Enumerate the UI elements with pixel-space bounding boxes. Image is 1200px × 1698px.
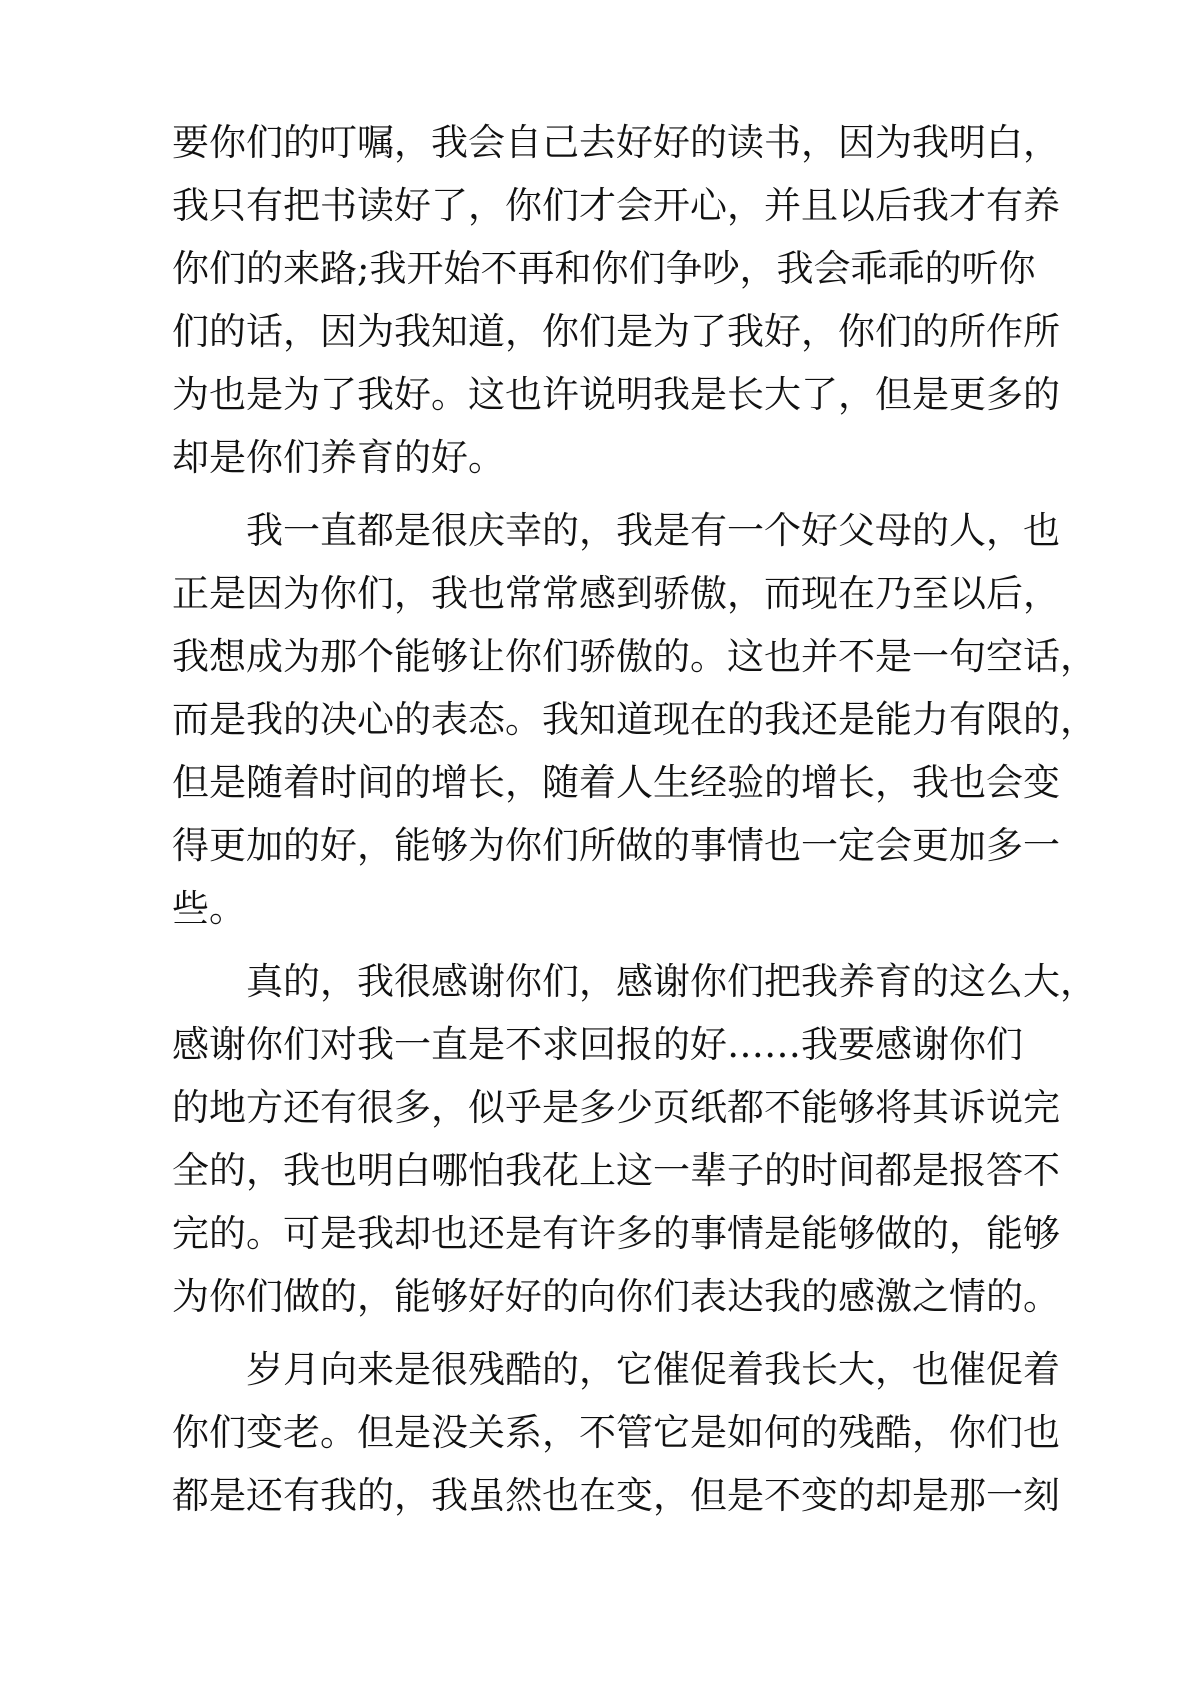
text-line: 你们变老。但是没关系，不管它是如何的残酷，你们也: [172, 1411, 1060, 1454]
paragraph-gap: [172, 940, 1052, 950]
text-line: 正是因为你们，我也常常感到骄傲，而现在乃至以后，: [172, 572, 1060, 615]
text-line: 我只有把书读好了，你们才会开心，并且以后我才有养: [172, 184, 1060, 227]
text-line: 全的，我也明白哪怕我花上这一辈子的时间都是报答不: [172, 1149, 1060, 1192]
text-line: 岁月向来是很残酷的，它催促着我长大，也催促着: [172, 1348, 1060, 1391]
paragraph-gap: [172, 489, 1052, 499]
text-line: 感谢你们对我一直是不求回报的好……我要感谢你们: [172, 1023, 1023, 1066]
text-line: 我想成为那个能够让你们骄傲的。这也并不是一句空话，: [172, 635, 1097, 678]
text-line: 而是我的决心的表态。我知道现在的我还是能力有限的，: [172, 698, 1097, 741]
text-line: 要你们的叮嘱，我会自己去好好的读书，因为我明白，: [172, 121, 1060, 164]
text-line: 的地方还有很多，似乎是多少页纸都不能够将其诉说完: [172, 1086, 1060, 1129]
text-line: 们的话，因为我知道，你们是为了我好，你们的所作所: [172, 310, 1060, 353]
text-line: 但是随着时间的增长，随着人生经验的增长，我也会变: [172, 761, 1060, 804]
text-line: 你们的来路;我开始不再和你们争吵，我会乖乖的听你: [172, 247, 1036, 290]
text-line: 完的。可是我却也还是有许多的事情是能够做的，能够: [172, 1212, 1060, 1255]
text-line: 却是你们养育的好。: [172, 436, 505, 479]
text-line: 为也是为了我好。这也许说明我是长大了，但是更多的: [172, 373, 1060, 416]
text-line: 些。: [172, 887, 246, 930]
text-line: 得更加的好，能够为你们所做的事情也一定会更加多一: [172, 824, 1060, 867]
body-text: [172, 111, 1097, 1527]
text-line: 真的，我很感谢你们，感谢你们把我养育的这么大，: [172, 960, 1097, 1003]
text-line: 我一直都是很庆幸的，我是有一个好父母的人，也: [172, 509, 1060, 552]
text-line: 都是还有我的，我虽然也在变，但是不变的却是那一刻: [172, 1474, 1060, 1517]
paragraph-gap: [172, 1328, 1052, 1338]
text-line: 为你们做的，能够好好的向你们表达我的感激之情的。: [172, 1275, 1060, 1318]
